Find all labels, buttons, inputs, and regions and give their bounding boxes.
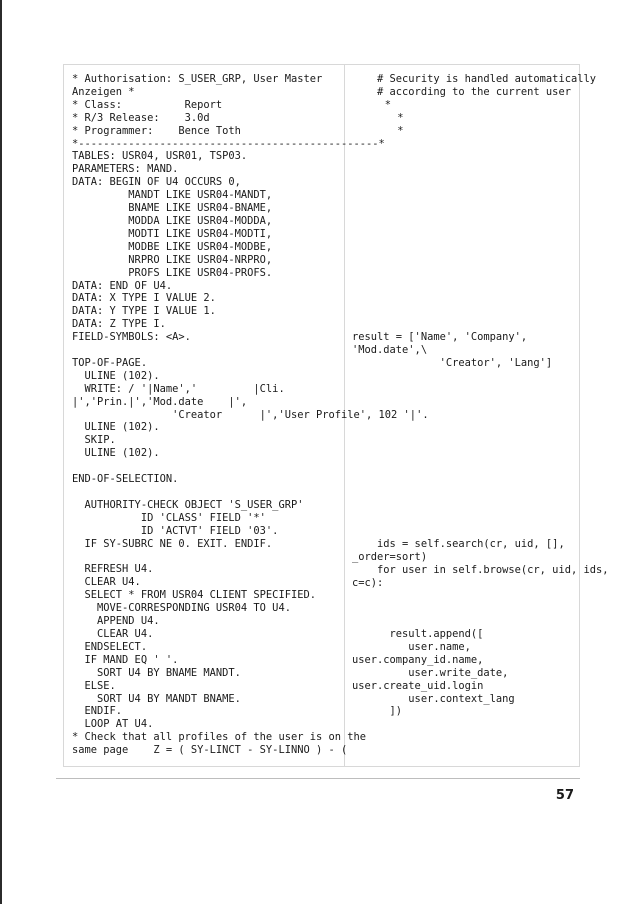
page-edge-rule [0, 0, 2, 904]
page-number: 57 [555, 788, 574, 803]
footer-rule [56, 778, 580, 779]
abap-code-column: * Authorisation: S_USER_GRP, User Master Anzeigen * * Class: Report * * R/3 Release: 3.0d * * Programmer: Bence Toth * *------------------------------------------------* TABLES: USR04, USR01, TSP03. PARAMETERS: MAND. DATA: BEGIN OF U4 OCCURS 0, MANDT LIKE USR04-MANDT, BNAME LIKE USR04-BNAME, MODDA LIKE USR04-MODDA, MODTI LIKE USR04-MODTI, MODBE LIKE USR04-MODBE, NRPRO LIKE USR04-NRPRO, PROFS LIKE USR04-PROFS. DATA: END OF U4. DATA: X TYPE I VALUE 2. DATA: Y TYPE I VALUE 1. DATA: Z TYPE I. FIELD-SYMBOLS: <A>. TOP-OF-PAGE. ULINE (102). WRITE: / '|Name',' |Cli. |','Prin.|','Mod.date |', 'Creator |','User Profile', 102 '|'. ULINE (102). SKIP. ULINE (102). END-OF-SELECTION. AUTHORITY-CHECK OBJECT 'S_USER_GRP' ID 'CLASS' FIELD '*' ID 'ACTVT' FIELD '03'. IF SY-SUBRC NE 0. EXIT. ENDIF. REFRESH U4. CLEAR U4. SELECT * FROM USR04 CLIENT SPECIFIED. MOVE-CORRESPONDING USR04 TO U4. APPEND U4. CLEAR U4. ENDSELECT. IF MAND EQ ' '. SORT U4 BY BNAME MANDT. ELSE. SORT U4 BY MANDT BNAME. ENDIF. LOOP AT U4. * Check that all profiles of the user is on the same page Z = ( SY-LINCT - SY-LINNO ) - ( [72, 73, 429, 757]
python-append-block: result.append([ user.name, user.company_id.name, user.write_date, user.create_uid.login user.context_lang ]) [352, 628, 515, 718]
python-result-block: result = ['Name', 'Company', 'Mod.date',\ 'Creator', 'Lang'] [352, 331, 553, 369]
python-search-block: ids = self.search(cr, uid, [], _order=sort) for user in self.browse(cr, uid, ids, c=c): [352, 538, 609, 589]
python-comment-block: # Security is handled automatically # according to the current user [377, 73, 596, 98]
